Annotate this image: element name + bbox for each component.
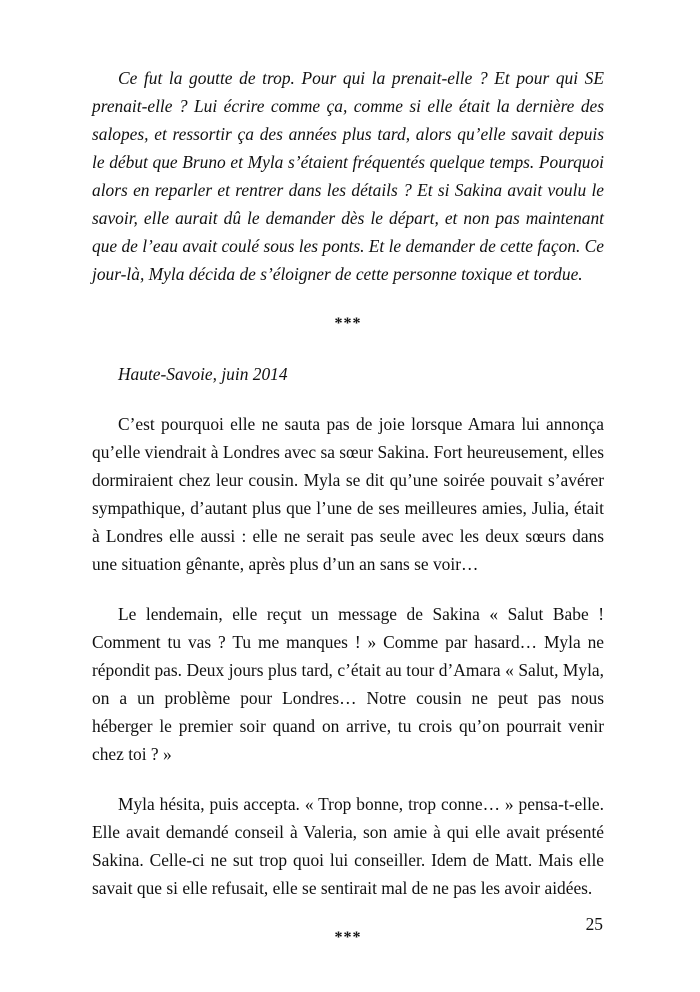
body-paragraph: Le lendemain, elle reçut un message de Sakina « Salut Babe ! Comment tu vas ? Tu me manques ! » Comme par hasard… Myla ne répondit pas. Deux jours plus tard, c’était au tour d’Amara « Salut, Myla, on a un problème pour Londres… Notre cousin ne peut pas nous héberger le premier soir quand on arrive, tu crois qu’on pourrait venir chez toi ? » — [92, 604, 604, 764]
section-separator: *** — [334, 929, 362, 946]
place-date-heading: Haute-Savoie, juin 2014 — [118, 364, 288, 384]
book-page — [92, 64, 604, 952]
page-number: 25 — [585, 914, 603, 934]
italic-paragraph: Ce fut la goutte de trop. Pour qui la prenait-elle ? Et pour qui SE prenait-elle ? Lui écrire comme ça, comme si elle était la dernière des salopes, et ressortir ça des années plus tard, alors qu’elle savait depuis le début que Bruno et Myla s’étaient fréquentés quelque temps. Pourquoi alors en reparler et rentrer dans les détails ? Et si Sakina avait voulu le savoir, elle aurait dû le demander dès le départ, et non pas maintenant que de l’eau avait coulé sous les ponts. Et le demander de cette façon. Ce jour-là, Myla décida de s’éloigner de cette personne toxique et tordue. — [92, 68, 604, 284]
body-paragraph: C’est pourquoi elle ne sauta pas de joie lorsque Amara lui annonça qu’elle viendrait à Londres avec sa sœur Sakina. Fort heureusement, elles dormiraient chez leur cousin. Myla se dit qu’une soirée pouvait s’avérer sympathique, d’autant plus que l’une de ses meilleures amies, Julia, était à Londres elle aussi : elle ne serait pas seule avec les deux sœurs dans une situation gênante, après plus d’un an sans se voir… — [92, 414, 604, 574]
section-separator: *** — [334, 315, 362, 332]
body-paragraph: Myla hésita, puis accepta. « Trop bonne, trop conne… » pensa-t-elle. Elle avait demandé conseil à Valeria, son amie à qui elle avait présenté Sakina. Celle-ci ne sut trop quoi lui conseiller. Idem de Matt. Mais elle savait que si elle refusait, elle se sentirait mal de ne pas les avoir aidées. — [92, 794, 604, 898]
